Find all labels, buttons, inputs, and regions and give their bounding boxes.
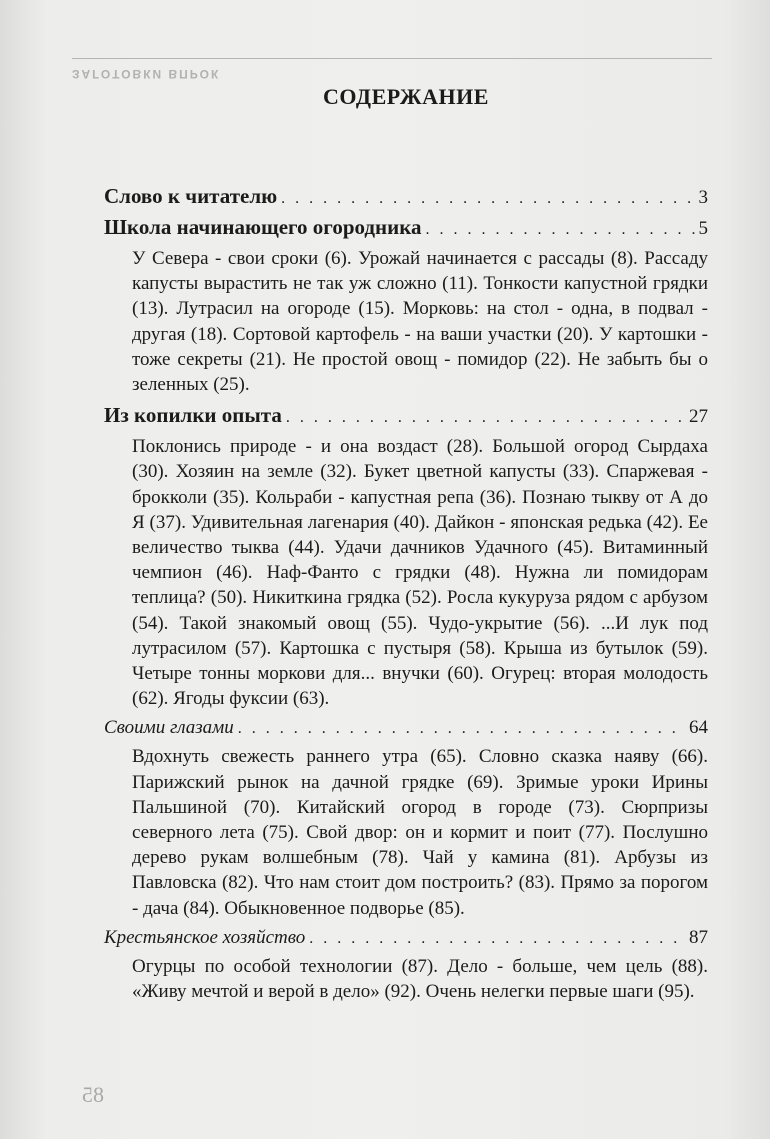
toc-entry-description: Поклонись природе - и она воздаст (28). Большой огород Сырдаха (30). Хозяин на земле (32). Букет цветной капусты (33). Спаржевая - брокколи (35). Кольраби - капустная репа (36). Познаю тыкву от А до Я (37). Удивительная лагенария (40). Дайкон - японская редька (42). Ее величество тыква (44). Удачи дачников Удачного (45). Витаминный чемпион (46). Наф-Фанто с грядки (48). Нужна ли помидорам теплица? (50). Никиткина грядка (52). Росла кукуруза рядом с арбузом (54). Такой знакомый овощ (55). Чудо-укрытие (56). ...И лук под лутрасилом (57). Картошка с пустыря (58). Крыша из бутылок (59). Четыре тонны моркови для... внучки (60). Огурец: вторая молодость (62). Ягоды фуксии (63). — [132, 436, 708, 710]
toc-entry-experience — [104, 401, 708, 432]
toc-entry-title: Своими глазами — [104, 717, 234, 739]
toc-entry-title: Крестьянское хозяйство — [104, 926, 306, 948]
toc-entry-foreword — [104, 182, 708, 213]
contents-section — [104, 82, 708, 1008]
toc-entry-farm — [104, 925, 708, 952]
table-of-contents — [104, 182, 708, 1004]
page-title: СОДЕРЖАНИЕ — [323, 84, 489, 109]
toc-entry-description: Огурцы по особой технологии (87). Дело - больше, чем цель (88). «Живу мечтой и верой в дело» (92). Очень нелегки первые шаги (95). — [132, 955, 708, 1003]
leader-dots — [238, 716, 685, 742]
toc-entry-own-eyes — [104, 715, 708, 742]
toc-entry-title: Слово к читателю — [104, 184, 278, 208]
running-head: ЗАГОТОВКИ ВПРОК — [72, 58, 712, 81]
page-number: 85 — [82, 1082, 104, 1107]
toc-entry-page: 27 — [689, 406, 708, 428]
toc-entry-title: Школа начинающего огородника — [104, 215, 422, 239]
leader-dots — [426, 216, 695, 244]
toc-entry-title: Из копилки опыта — [104, 403, 282, 428]
toc-entry-page: 87 — [689, 926, 708, 948]
toc-entry-page: 3 — [698, 187, 708, 208]
toc-entry-beginner-school — [104, 213, 708, 244]
toc-entry-description: Вдохнуть свежесть раннего утра (65). Словно сказка наяву (66). Парижский рынок на дачной грядке (69). Зримые уроки Ирины Пальшиной (70). Китайский огород в городе (73). Сюрпризы северного лета (75). Свой двор: он и кормит и поит (77). Послушно дерево рукам волшебным (78). Чай у камина (81). Арбузы из Павловска (82). Что нам стоит дом построить? (83). Прямо за порогом - дача (84). Обыкновенное подворье (85). — [132, 746, 708, 919]
toc-entry-description: У Севера - свои сроки (6). Урожай начинается с рассады (8). Рассаду капусты вырастить не так уж сложно (11). Тонкости капустной грядки (13). Лутрасил на огороде (15). Морковь: на стол - одна, в подвал - другая (18). Сортовой картофель - на ваши участки (20). У картошки - тоже секреты (21). Не простой овощ - помидор (22). Не забыть бы о зеленных (25). — [132, 248, 708, 396]
toc-entry-page: 5 — [698, 218, 708, 239]
toc-entry-page: 64 — [689, 717, 708, 739]
leader-dots — [309, 926, 685, 952]
leader-dots — [281, 185, 694, 213]
leader-dots — [286, 404, 685, 432]
